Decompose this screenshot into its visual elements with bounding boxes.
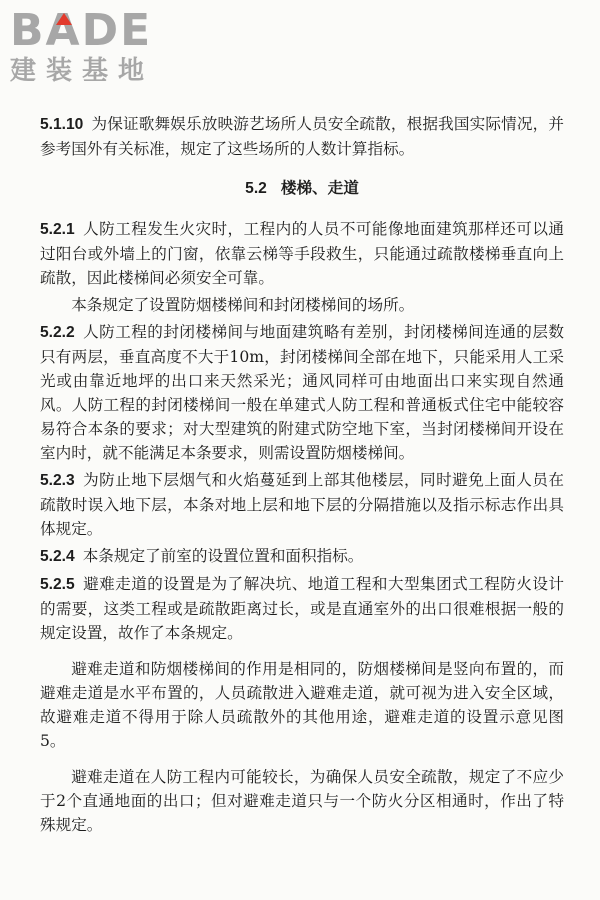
clause-5-2-5-note-2: 避难走道在人防工程内可能较长，为确保人员安全疏散，规定了不应少于2个直通地面的出口；但对避难走道只与一个防火分区相通时，作出了特殊规定。 [40, 768, 564, 834]
clause-text: 本条规定了前室的设置位置和面积指标。 [82, 547, 364, 565]
clause-5-2-2 [40, 320, 564, 465]
clause-text: 避难走道的设置是为了解决坑、地道工程和大型集团式工程防火设计的需要，这类工程或是疏散距离过长，或是直通室外的出口很难根据一般的规定设置，故作了本条规定。 [40, 575, 564, 642]
logo-brand [10, 5, 180, 56]
clause-5-2-5-note-1: 避难走道和防烟楼梯间的作用是相同的，防烟楼梯间是竖向布置的，而避难走道是水平布置的，人员疏散进入避难走道，就可视为进入安全区域，故避难走道不得用于除人员疏散外的其他用途，避难走道的设置示意见图5。 [40, 660, 564, 750]
clause-5-2-1 [40, 217, 564, 290]
clause-5-2-3 [40, 468, 564, 541]
document-body [40, 112, 564, 840]
clause-text: 人防工程发生火灾时，工程内的人员不可能像地面建筑那样还可以通过阳台或外墙上的门窗，依靠云梯等手段救生，只能通过疏散楼梯垂直向上疏散，因此楼梯间必须安全可靠。 [40, 220, 564, 287]
logo-brand-de: DE [81, 5, 153, 56]
logo [10, 5, 180, 86]
logo-brand-b: B [10, 5, 46, 56]
clause-text: 人防工程的封闭楼梯间与地面建筑略有差别，封闭楼梯间连通的层数只有两层，垂直高度不大于10m，封闭楼梯间全部在地下，只能采用人工采光或由靠近地坪的出口来天然采光；通风同样可由地面出口来实现自然通风。人防工程的封闭楼梯间一般在单建式人防工程和普通板式住宅中能较容易符合本条的要求；对大型建筑的附建式防空地下室，当封闭楼梯间开设在室内时，就不能满足本条要求，则需设置防烟楼梯间。 [40, 323, 564, 462]
clause-number: 5.2.4 [40, 548, 75, 565]
clause-number: 5.2.5 [40, 576, 75, 593]
logo-tagline: 建装基地 [10, 56, 155, 86]
clause-5-2-5 [40, 572, 564, 645]
section-heading [40, 176, 564, 201]
clause-text: 为防止地下层烟气和火焰蔓延到上部其他楼层，同时避免上面人员在疏散时误入地下层，本条对地上层和地下层的分隔措施以及指示标志作出具体规定。 [40, 471, 564, 538]
clause-number: 5.2.3 [40, 472, 75, 489]
clause-number: 5.2.1 [40, 221, 75, 238]
section-number: 5.2 [245, 180, 267, 197]
clause-5-2-1-note: 本条规定了设置防烟楼梯间和封闭楼梯间的场所。 [71, 296, 415, 314]
clause-5-1-10 [40, 112, 564, 161]
clause-number: 5.2.2 [40, 324, 75, 341]
clause-5-2-4 [40, 544, 564, 569]
clause-text: 为保证歌舞娱乐放映游艺场所人员安全疏散，根据我国实际情况，并参考国外有关标准，规定了这些场所的人数计算指标。 [40, 115, 564, 158]
clause-number: 5.1.10 [40, 116, 84, 133]
section-title: 楼梯、走道 [280, 178, 359, 197]
logo-brand-a-triangle: A [45, 5, 82, 56]
